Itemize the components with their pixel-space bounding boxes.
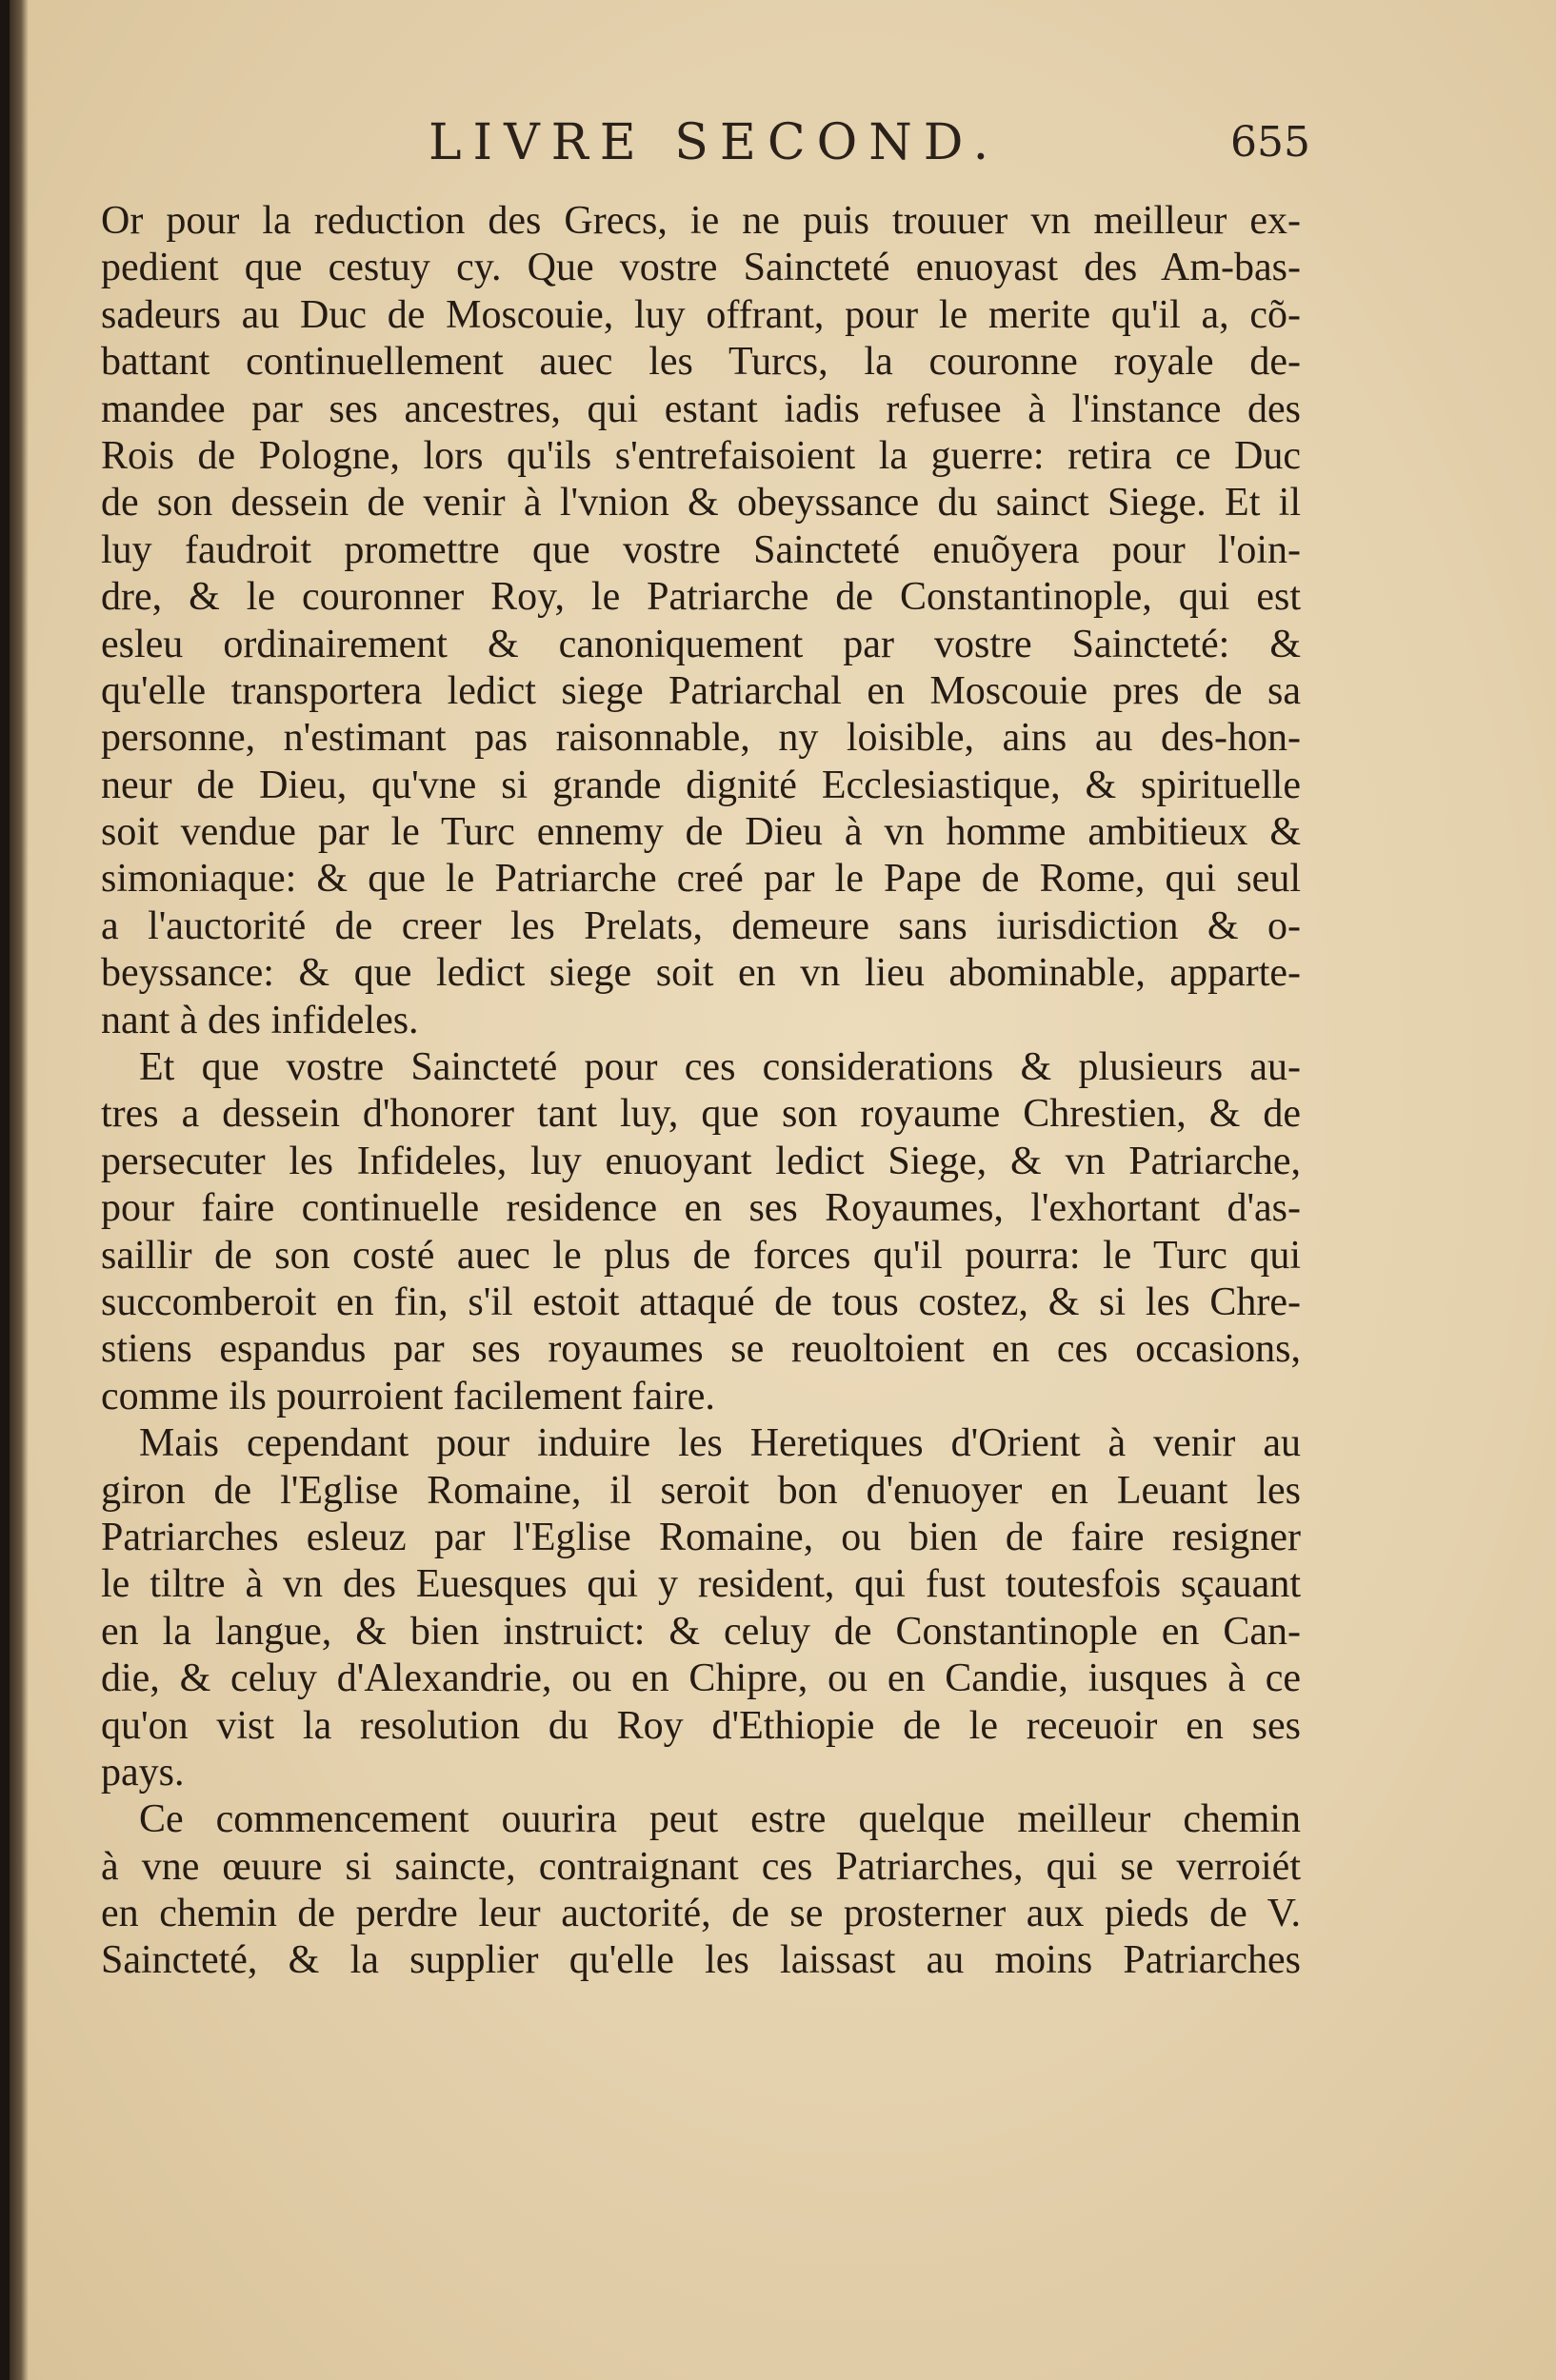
text-line: qu'on vist la resolution du Roy d'Ethiopie de le receuoir en ses (101, 1703, 1301, 1748)
book-page (10, 0, 1556, 2380)
page-number: 655 (1230, 118, 1310, 167)
text-line: Patriarches esleuz par l'Eglise Romaine, ou bien de faire resigner (101, 1515, 1301, 1559)
page-header (10, 114, 1556, 181)
text-line: Rois de Pologne, lors qu'ils s'entrefaisoient la guerre: retira ce Duc (101, 433, 1301, 478)
text-line: Et que vostre Saincteté pour ces considerations & plusieurs au- (139, 1045, 1301, 1090)
text-line: soit vendue par le Turc ennemy de Dieu à vn homme ambitieux & (101, 810, 1301, 855)
text-line: pays. (101, 1750, 185, 1795)
text-line: en la langue, & bien instruict: & celuy de Constantinople en Can- (101, 1609, 1301, 1654)
text-line: Mais cependant pour induire les Heretiques d'Orient à venir au (139, 1421, 1301, 1466)
text-line: sadeurs au Duc de Moscouie, luy offrant, pour le merite qu'il a, cõ- (101, 292, 1301, 337)
text-line: mandee par ses ancestres, qui estant iadis refusee à l'instance des (101, 387, 1301, 431)
text-line: Or pour la reduction des Grecs, ie ne puis trouuer vn meilleur ex- (101, 199, 1301, 243)
text-line: dre, & le couronner Roy, le Patriarche de Constantinople, qui est (101, 575, 1301, 620)
text-line: persecuter les Infideles, luy enuoyant ledict Siege, & vn Patriarche, (101, 1139, 1301, 1183)
text-line: beyssance: & que ledict siege soit en vn lieu abominable, apparte- (101, 951, 1301, 996)
text-line: luy faudroit promettre que vostre Saincteté enuõyera pour l'oin- (101, 527, 1301, 572)
text-line: pour faire continuelle residence en ses Royaumes, l'exhortant d'as- (101, 1186, 1301, 1231)
text-line: giron de l'Eglise Romaine, il seroit bon d'enuoyer en Leuant les (101, 1468, 1301, 1513)
text-line: battant continuellement auec les Turcs, la couronne royale de- (101, 340, 1301, 385)
text-line: die, & celuy d'Alexandrie, ou en Chipre, ou en Candie, iusques à ce (101, 1656, 1301, 1701)
text-line: succomberoit en fin, s'il estoit attaqué de tous costez, & si les Chre- (101, 1279, 1301, 1324)
body-text (101, 198, 1301, 1985)
text-line: comme ils pourroient facilement faire. (101, 1374, 715, 1418)
text-line: nant à des infideles. (101, 998, 419, 1042)
running-title: LIVRE SECOND. (429, 114, 1001, 171)
text-line: neur de Dieu, qu'vne si grande dignité Ecclesiastique, & spirituelle (101, 763, 1301, 807)
text-line: personne, n'estimant pas raisonnable, ny loisible, ains au des-hon- (101, 716, 1301, 761)
text-line: simoniaque: & que le Patriarche creé par le Pape de Rome, qui seul (101, 857, 1301, 902)
text-line: tres a dessein d'honorer tant luy, que son royaume Chrestien, & de (101, 1092, 1301, 1137)
text-line: en chemin de perdre leur auctorité, de se prosterner aux pieds de V. (101, 1892, 1301, 1936)
text-line: saillir de son costé auec le plus de forces qu'il pourra: le Turc qui (101, 1233, 1301, 1278)
text-line: à vne œuure si saincte, contraignant ces Patriarches, qui se verroiét (101, 1844, 1301, 1889)
text-line: stiens espandus par ses royaumes se reuoltoient en ces occasions, (101, 1327, 1301, 1372)
text-line: a l'auctorité de creer les Prelats, demeure sans iurisdiction & o- (101, 903, 1301, 948)
text-line: de son dessein de venir à l'vnion & obeyssance du sainct Siege. Et il (101, 481, 1301, 526)
binding-edge (10, 0, 29, 2380)
text-line: qu'elle transportera ledict siege Patriarchal en Moscouie pres de sa (101, 668, 1301, 713)
text-line: le tiltre à vn des Euesques qui y resident, qui fust toutesfois sçauant (101, 1562, 1301, 1607)
text-line: Ce commencement ouurira peut estre quelque meilleur chemin (139, 1797, 1301, 1842)
text-line: esleu ordinairement & canoniquement par vostre Saincteté: & (101, 622, 1301, 666)
text-line: pedient que cestuy cy. Que vostre Saincteté enuoyast des Am-bas- (101, 246, 1301, 290)
text-line: Saincteté, & la supplier qu'elle les laissast au moins Patriarches (101, 1938, 1301, 1983)
